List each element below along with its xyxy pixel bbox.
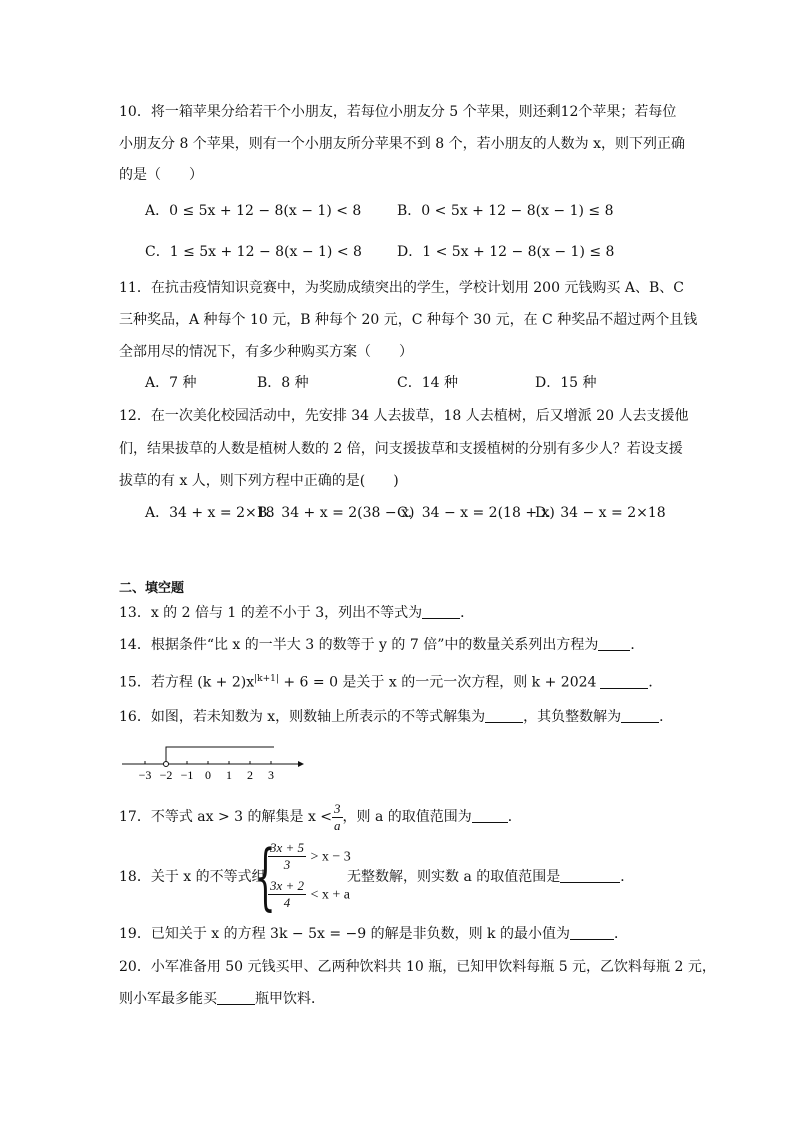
number-line-tick-label: 2 bbox=[247, 768, 253, 782]
q10-line3: 的是（ ） bbox=[119, 167, 203, 183]
q19-answer-blank[interactable] bbox=[570, 925, 614, 940]
number-line-tick-label: 1 bbox=[226, 768, 232, 782]
q17-frac-num: 3 bbox=[334, 800, 341, 816]
q20-end: 瓶甲饮料． bbox=[255, 991, 325, 1007]
section-title: 二、填空题 bbox=[119, 581, 185, 596]
q15-exponent: |k+1| bbox=[254, 674, 279, 684]
q14-end: ． bbox=[630, 637, 645, 653]
q17-answer-blank[interactable] bbox=[472, 808, 508, 823]
q17-frac-den: a bbox=[334, 817, 341, 833]
q10-option-a: A．0 ≤ 5x + 12 − 8(x − 1) < 8 bbox=[145, 203, 362, 219]
q18-label: 18．关于 x 的不等式组 bbox=[119, 869, 266, 885]
q12-option-b: B．34 + x = 2(38 − x) bbox=[257, 505, 415, 521]
q12-line1: 12．在一次美化校园活动中，先安排 34 人去拔草，18 人去植树，后又增派 20 人去支援他 bbox=[119, 408, 689, 424]
number-line bbox=[120, 740, 310, 785]
q18-end: ． bbox=[620, 869, 635, 885]
q13 bbox=[119, 604, 474, 622]
q17-text-mid: ，则 a 的取值范围为 bbox=[342, 809, 472, 825]
q17 bbox=[119, 800, 522, 834]
q10-line1: 10．将一箱苹果分给若干个小朋友，若每位小朋友分 5 个苹果，则还剩12个苹果；若每位 bbox=[119, 104, 677, 120]
number-line-tick-label: −1 bbox=[180, 768, 194, 782]
q11-line2: 三种奖品，A 种每个 10 元，B 种每个 20 元，C 种每个 30 元，在 C 种奖品不超过两个且钱 bbox=[119, 312, 698, 328]
q20-answer-blank[interactable] bbox=[217, 990, 255, 1005]
q20-line2 bbox=[119, 990, 325, 1008]
q18-tail bbox=[347, 868, 634, 886]
number-line-tick-label: 0 bbox=[205, 768, 211, 782]
q20-text: 则小军最多能买 bbox=[119, 991, 217, 1007]
q18-brace: { bbox=[255, 834, 276, 918]
number-line-tick-label: −2 bbox=[159, 768, 173, 782]
q16 bbox=[119, 708, 673, 726]
q18-eq1-den: 3 bbox=[283, 857, 291, 872]
number-line-arrow bbox=[298, 761, 304, 767]
q14-text: 14．根据条件“比 x 的一半大 3 的数等于 y 的 7 倍”中的数量关系列出方程为 bbox=[119, 637, 599, 653]
q16-end: ． bbox=[659, 709, 674, 725]
q18-eq2-rest: < x + a bbox=[310, 887, 351, 903]
q18-text-mid: 无整数解，则实数 a 的取值范围是 bbox=[347, 869, 561, 885]
q18-eq1-rest: > x − 3 bbox=[310, 849, 351, 865]
q13-text: 13．x 的 2 倍与 1 的差不小于 3，列出不等式为 bbox=[119, 605, 423, 621]
q10-line2: 小朋友分 8 个苹果，则有一个小朋友所分苹果不到 8 个，若小朋友的人数为 x，则下列正确 bbox=[119, 136, 685, 152]
q16-answer-blank-2[interactable] bbox=[621, 708, 659, 723]
q17-fraction bbox=[332, 801, 343, 834]
q16-text-mid: ，其负整数解为 bbox=[523, 709, 622, 725]
q18-ineq-2 bbox=[268, 878, 350, 911]
q12-option-a: A．34 + x = 2×18 bbox=[145, 505, 275, 521]
q18-eq2-num: 3x + 2 bbox=[270, 878, 305, 893]
q15-text: 15．若方程 (k + 2)x bbox=[119, 674, 255, 691]
q14 bbox=[119, 636, 644, 654]
q12-line2: 们，结果拔草的人数是植树人数的 2 倍，问支援拔草和支援植树的分别有多少人？若设支援 bbox=[119, 441, 683, 457]
q17-text: 17．不等式 ax > 3 的解集是 x < bbox=[119, 809, 333, 825]
q15-text-mid: + 6 = 0 是关于 x 的一元一次方程，则 k + 2024 bbox=[278, 674, 597, 691]
q10-option-d: D．1 < 5x + 12 − 8(x − 1) ≤ 8 bbox=[397, 244, 615, 260]
q13-answer-blank[interactable] bbox=[422, 604, 460, 619]
q11-option-d: D．15 种 bbox=[535, 375, 597, 391]
q18-answer-blank[interactable] bbox=[560, 868, 620, 883]
q11-option-a: A．7 种 bbox=[145, 375, 197, 391]
solution-bracket bbox=[166, 747, 274, 764]
q17-end: ． bbox=[507, 809, 522, 825]
q16-text: 16．如图，若未知数为 x，则数轴上所表示的不等式解集为 bbox=[119, 709, 486, 725]
q14-answer-blank[interactable] bbox=[598, 636, 630, 651]
q12-line3: 拔草的有 x 人，则下列方程中正确的是( ) bbox=[119, 473, 399, 489]
q19-end: ． bbox=[614, 926, 628, 942]
q18-ineq-1 bbox=[268, 840, 351, 873]
number-line-tick-label: −3 bbox=[138, 768, 152, 782]
q15-answer-blank[interactable] bbox=[600, 674, 648, 689]
q20-line1: 20．小军准备用 50 元钱买甲、乙两种饮料共 10 瓶，已知甲饮料每瓶 5 元，乙饮料每瓶 2 元， bbox=[119, 959, 716, 975]
q11-option-c: C．14 种 bbox=[397, 375, 458, 391]
q11-option-b: B．8 种 bbox=[257, 375, 309, 391]
q16-answer-blank-1[interactable] bbox=[485, 708, 523, 723]
q18-eq1-num: 3x + 5 bbox=[270, 840, 305, 855]
q15-end: ． bbox=[648, 674, 663, 691]
q15 bbox=[119, 670, 662, 692]
q18-eq2-fraction bbox=[268, 878, 306, 911]
q18-eq2-den: 4 bbox=[283, 895, 291, 910]
q10-option-b: B．0 < 5x + 12 − 8(x − 1) ≤ 8 bbox=[397, 203, 614, 219]
q13-end: ． bbox=[460, 605, 475, 621]
q11-line3: 全部用尽的情况下，有多少种购买方案（ ） bbox=[119, 344, 413, 360]
q12-option-d: D．34 − x = 2×18 bbox=[535, 505, 666, 521]
open-point-marker bbox=[164, 762, 169, 767]
q19 bbox=[119, 925, 628, 943]
number-line-tick-label: 3 bbox=[268, 768, 274, 782]
q11-line1: 11．在抗击疫情知识竞赛中，为奖励成绩突出的学生，学校计划用 200 元钱购买 A、B、C bbox=[119, 280, 684, 296]
q19-text: 19．已知关于 x 的方程 3k − 5x = −9 的解是非负数，则 k 的最小值为 bbox=[119, 926, 570, 942]
q12-option-c: C．34 − x = 2(18 + x) bbox=[397, 505, 555, 521]
q10-option-c: C．1 ≤ 5x + 12 − 8(x − 1) < 8 bbox=[145, 244, 362, 260]
q18-eq1-fraction bbox=[268, 840, 306, 873]
